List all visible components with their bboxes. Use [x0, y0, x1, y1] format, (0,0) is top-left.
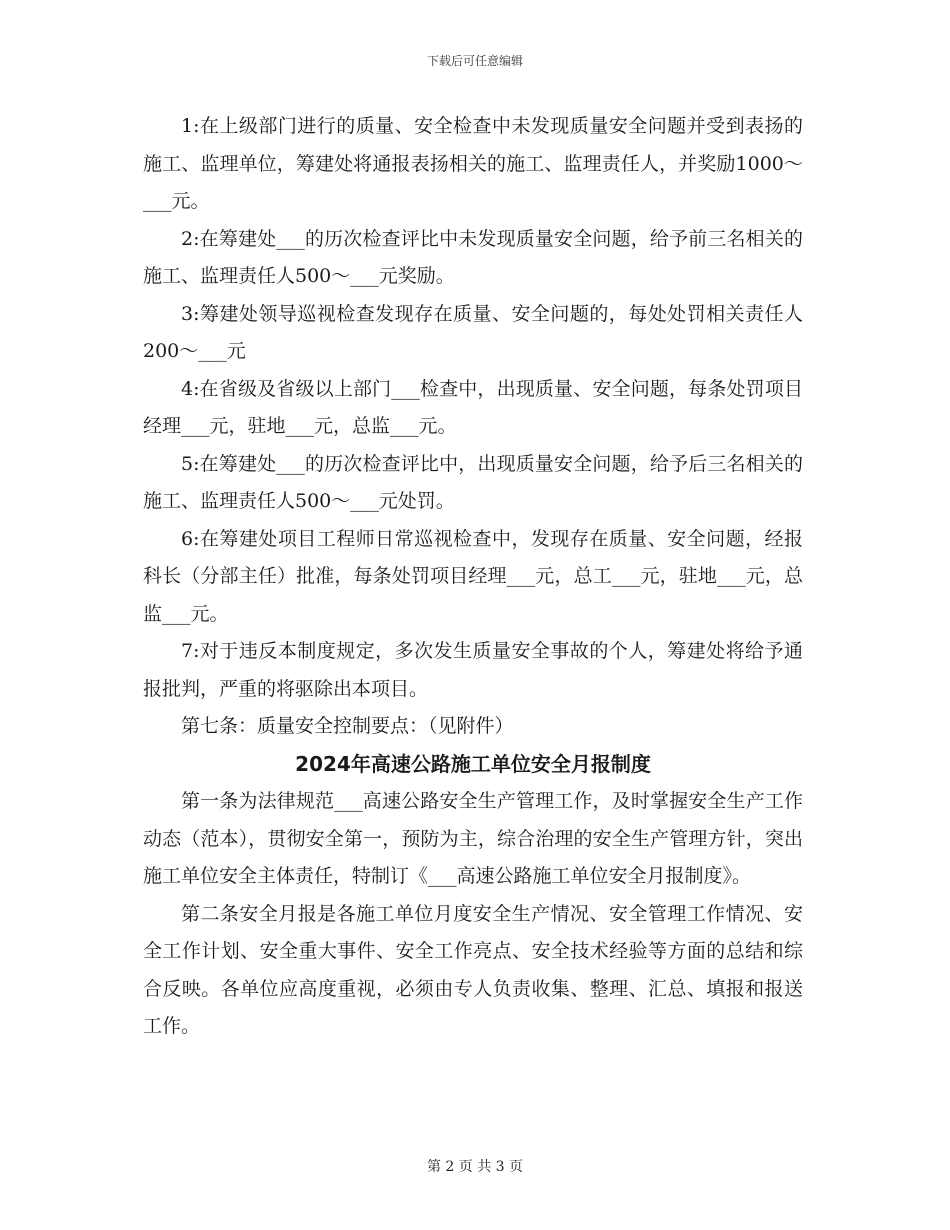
penalty-item-3: 3:筹建处领导巡视检查发现存在质量、安全问题的，每处处罚相关责任人200～___元 [143, 302, 803, 362]
reward-item-2: 2:在筹建处___的历次检查评比中未发现质量安全问题，给予前三名相关的施工、监理责任人500～___元奖励。 [143, 227, 803, 287]
document-title: 2024年高速公路施工单位安全月报制度 [295, 751, 651, 776]
page-header: 下载后可任意编辑 [426, 54, 523, 68]
article-2: 第二条安全月报是各施工单位月度安全生产情况、安全管理工作情况、安全工作计划、安全重大事件、安全工作亮点、安全技术经验等方面的总结和综合反映。各单位应高度重视，必须由专人负责收集、整理、汇总、填报和报送工作。 [143, 902, 803, 1037]
page-number: 第 2 页 共 3 页 [426, 1159, 524, 1175]
article-1: 第一条为法律规范___高速公路安全生产管理工作，及时掌握安全生产工作动态（范本），贯彻安全第一，预防为主，综合治理的安全生产管理方针，突出施工单位安全主体责任，特制订《___高速公路施工单位安全月报制度》。 [143, 790, 803, 887]
penalty-item-5: 5:在筹建处___的历次检查评比中，出现质量安全问题，给予后三名相关的施工、监理责任人500～___元处罚。 [143, 452, 803, 512]
document-body [143, 108, 803, 1046]
penalty-item-4: 4:在省级及省级以上部门___检查中，出现质量、安全问题，每条处罚项目经理___元，驻地___元，总监___元。 [143, 377, 803, 437]
reward-item-1: 1:在上级部门进行的质量、安全检查中未发现质量安全问题并受到表扬的施工、监理单位，筹建处将通报表扬相关的施工、监理责任人，并奖励1000～___元。 [143, 115, 803, 212]
penalty-item-6: 6:在筹建处项目工程师日常巡视检查中，发现存在质量、安全问题，经报科长（分部主任）批准，每条处罚项目经理___元，总工___元，驻地___元，总监___元。 [143, 527, 803, 625]
penalty-item-7: 7:对于违反本制度规定，多次发生质量安全事故的个人，筹建处将给予通报批判，严重的将驱除出本项目。 [143, 640, 803, 700]
article-7: 第七条：质量安全控制要点：（见附件） [181, 715, 514, 737]
